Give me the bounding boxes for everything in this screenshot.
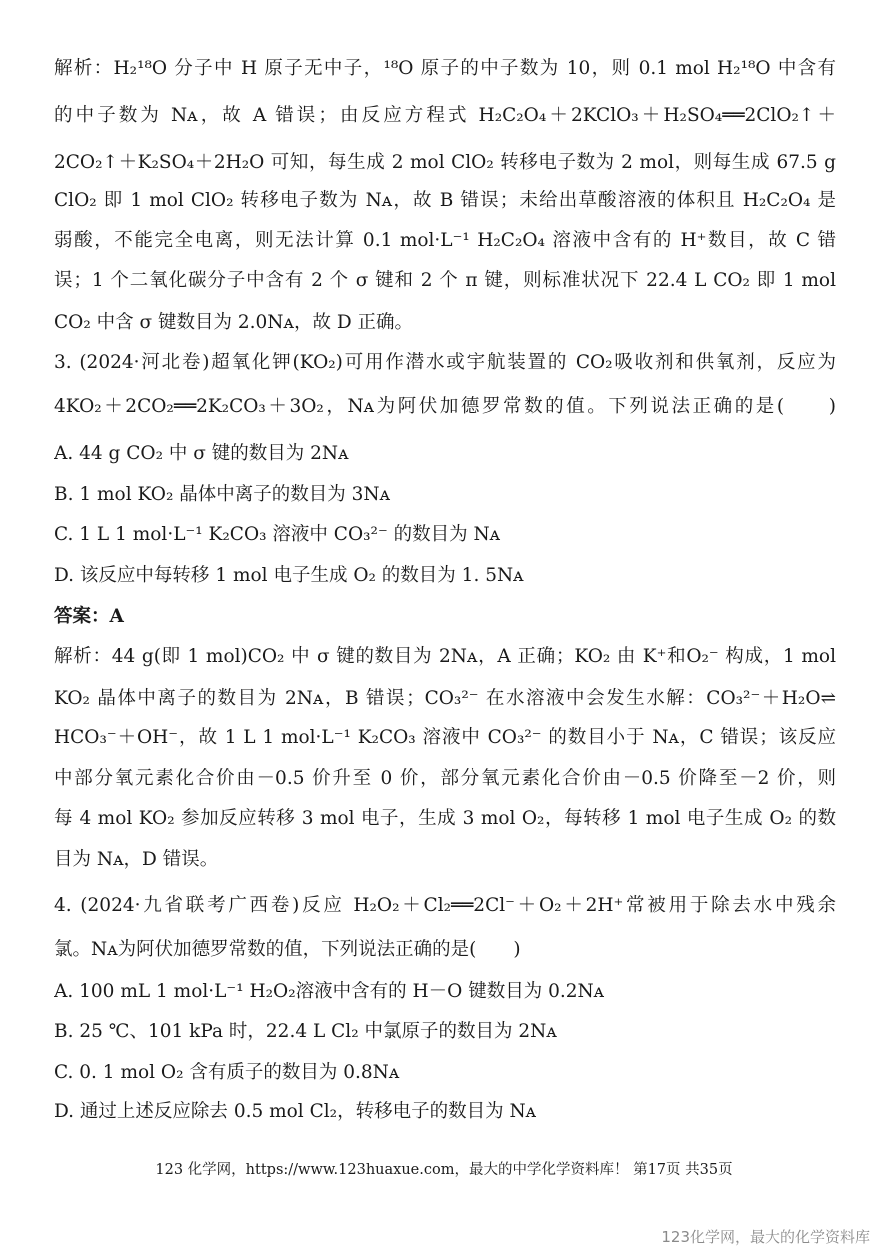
explanation-line-2: 的中子数为 Nᴀ，故 A 错误；由反应方程式 H₂C₂O₄＋2KClO₃＋H₂SO₄══2ClO₂↑＋ — [54, 105, 836, 126]
explanation-line-3: 2CO₂↑＋K₂SO₄＋2H₂O 可知，每生成 2 mol ClO₂ 转移电子数为 2 mol，则每生成 67.5 g — [54, 152, 836, 173]
question-4-stem-line-2: 氯。Nᴀ为阿伏加德罗常数的值，下列说法正确的是( ) — [54, 939, 521, 960]
question-3-option-d: D. 该反应中每转移 1 mol 电子生成 O₂ 的数目为 1. 5Nᴀ — [54, 565, 524, 586]
page-footer: 123 化学网，https://www.123huaxue.com，最大的中学化学资料库！ 第17页 共35页 — [155, 1162, 733, 1178]
question-4-option-c: C. 0. 1 mol O₂ 含有质子的数目为 0.8Nᴀ — [54, 1062, 400, 1083]
question-3-explanation-line-1: 解析：44 g(即 1 mol)CO₂ 中 σ 键的数目为 2Nᴀ，A 正确；KO₂ 由 K⁺和O₂⁻ 构成，1 mol — [54, 646, 836, 667]
question-3-explanation-line-2: KO₂ 晶体中离子的数目为 2Nᴀ，B 错误；CO₃²⁻ 在水溶液中会发生水解：CO₃²⁻＋H₂O⇌ — [54, 688, 836, 709]
question-4-stem-line-1: 4. (2024·九省联考广西卷)反应 H₂O₂＋Cl₂══2Cl⁻＋O₂＋2H⁺常被用于除去水中残余 — [54, 895, 836, 916]
question-3-stem-line-2: 4KO₂＋2CO₂══2K₂CO₃＋3O₂，Nᴀ为阿伏加德罗常数的值。下列说法正确的是( ) — [54, 396, 836, 417]
question-3-option-a: A. 44 g CO₂ 中 σ 键的数目为 2Nᴀ — [54, 443, 349, 464]
question-3-explanation-line-5: 每 4 mol KO₂ 参加反应转移 3 mol 电子，生成 3 mol O₂，每转移 1 mol 电子生成 O₂ 的数 — [54, 808, 836, 829]
question-3-stem-line-1: 3. (2024·河北卷)超氧化钾(KO₂)可用作潜水或宇航装置的 CO₂吸收剂和供氧剂，反应为 — [54, 352, 836, 373]
explanation-line-6: 误；1 个二氧化碳分子中含有 2 个 σ 键和 2 个 π 键，则标准状况下 22.4 L CO₂ 即 1 mol — [54, 270, 836, 291]
question-3-option-c: C. 1 L 1 mol·L⁻¹ K₂CO₃ 溶液中 CO₃²⁻ 的数目为 Nᴀ — [54, 524, 501, 545]
explanation-line-7: CO₂ 中含 σ 键数目为 2.0Nᴀ，故 D 正确。 — [54, 312, 414, 333]
explanation-line-1: 解析：H₂¹⁸O 分子中 H 原子无中子，¹⁸O 原子的中子数为 10，则 0.1 mol H₂¹⁸O 中含有 — [54, 58, 836, 79]
explanation-line-5: 弱酸，不能完全电离，则无法计算 0.1 mol·L⁻¹ H₂C₂O₄ 溶液中含有的 H⁺数目，故 C 错 — [54, 230, 836, 251]
question-4-option-a: A. 100 mL 1 mol·L⁻¹ H₂O₂溶液中含有的 H－O 键数目为 0.2Nᴀ — [54, 981, 605, 1002]
question-3-explanation-line-4: 中部分氧元素化合价由－0.5 价升至 0 价，部分氧元素化合价由－0.5 价降至－2 价，则 — [54, 768, 836, 789]
question-3-explanation-line-6: 目为 Nᴀ，D 错误。 — [54, 849, 219, 870]
explanation-line-4: ClO₂ 即 1 mol ClO₂ 转移电子数为 Nᴀ，故 B 错误；未给出草酸溶液的体积且 H₂C₂O₄ 是 — [54, 190, 836, 211]
question-3-answer: 答案：A — [54, 606, 124, 627]
question-3-explanation-line-3: HCO₃⁻＋OH⁻，故 1 L 1 mol·L⁻¹ K₂CO₃ 溶液中 CO₃²⁻ 的数目小于 Nᴀ，C 错误；该反应 — [54, 727, 836, 748]
question-4-option-d: D. 通过上述反应除去 0.5 mol Cl₂，转移电子的数目为 Nᴀ — [54, 1101, 537, 1122]
question-3-option-b: B. 1 mol KO₂ 晶体中离子的数目为 3Nᴀ — [54, 484, 391, 505]
question-4-option-b: B. 25 ℃、101 kPa 时，22.4 L Cl₂ 中氯原子的数目为 2Nᴀ — [54, 1021, 557, 1042]
watermark-text: 123化学网，最大的化学资料库 — [661, 1228, 870, 1246]
